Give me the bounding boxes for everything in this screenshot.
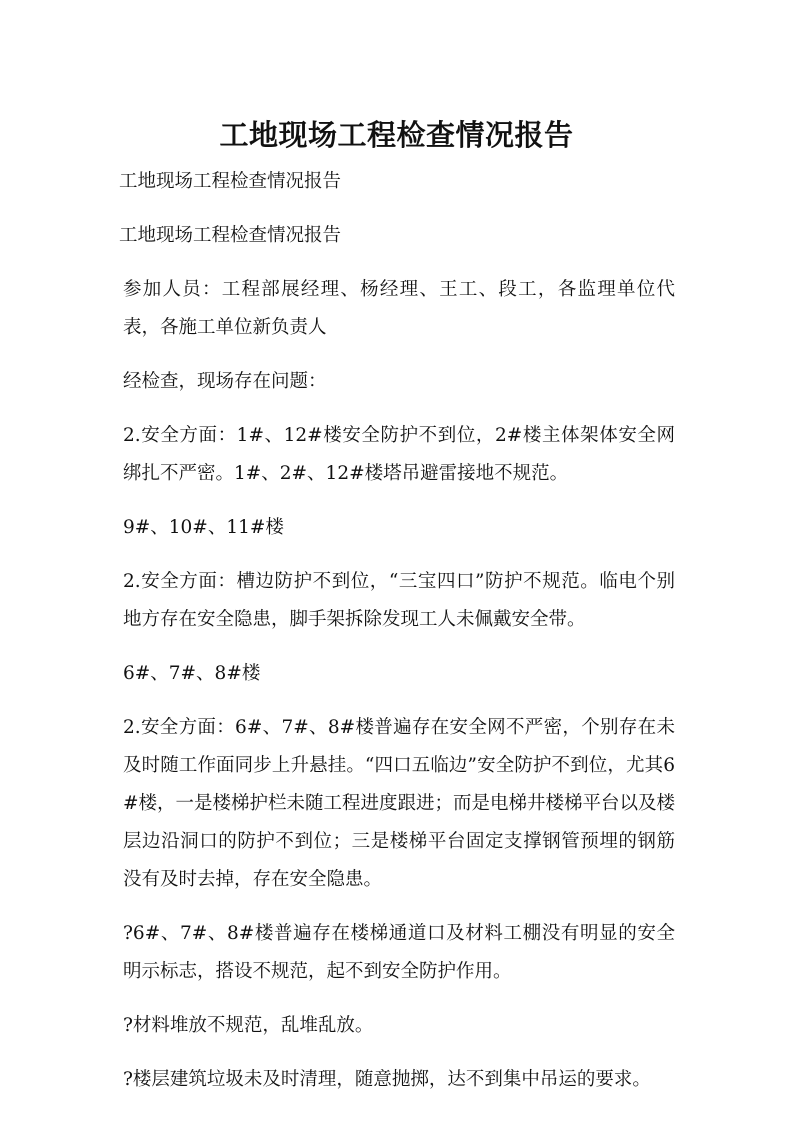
paragraph-safety-buildings-6-7-8: 2.安全方面：6#、7#、8#楼普遍存在安全网不严密，个别存在未及时随工作面同步上升悬挂。“四口五临边”安全防护不到位，尤其6#楼，一是楼梯护栏未随工程进度跟进；而是电梯井楼梯平台以及楼层边沿洞口的防护不到位；三是楼梯平台固定支撑钢管预埋的钢筋没有及时去掉，存在安全隐患。	[123, 717, 676, 890]
heading-buildings-6-7-8: 6#、7#、8#楼	[123, 663, 261, 684]
paragraph-construction-waste: ?楼层建筑垃圾未及时清理，随意抛掷，达不到集中吊运的要求。	[123, 1069, 651, 1090]
paragraph-stairway-signage: ?6#、7#、8#楼普遍存在楼梯通道口及材料工棚没有明显的安全明示标志，搭设不规范，起不到安全防护作用。	[123, 923, 675, 982]
document-body	[119, 163, 675, 1115]
paragraph-findings-intro: 经检查，现场存在问题：	[123, 371, 327, 392]
paragraph-subtitle-1: 工地现场工程检查情况报告	[119, 171, 342, 192]
heading-buildings-9-10-11: 9#、10#、11#楼	[123, 517, 284, 538]
paragraph-participants: 参加人员：工程部展经理、杨经理、王工、段工，各监理单位代表，各施工单位新负责人	[123, 279, 675, 338]
paragraph-subtitle-2: 工地现场工程检查情况报告	[119, 225, 342, 246]
paragraph-material-stacking: ?材料堆放不规范，乱堆乱放。	[123, 1015, 374, 1036]
paragraph-safety-buildings-9-10-11: 2.安全方面：槽边防护不到位，“三宝四口”防护不规范。临电个别地方存在安全隐患，脚手架拆除发现工人未佩戴安全带。	[123, 571, 675, 630]
paragraph-safety-buildings-1-2-12: 2.安全方面：1#、12#楼安全防护不到位，2#楼主体架体安全网绑扎不严密。1#、2#、12#楼塔吊避雷接地不规范。	[123, 425, 675, 484]
document-title: 工地现场工程检查情况报告	[219, 118, 574, 153]
